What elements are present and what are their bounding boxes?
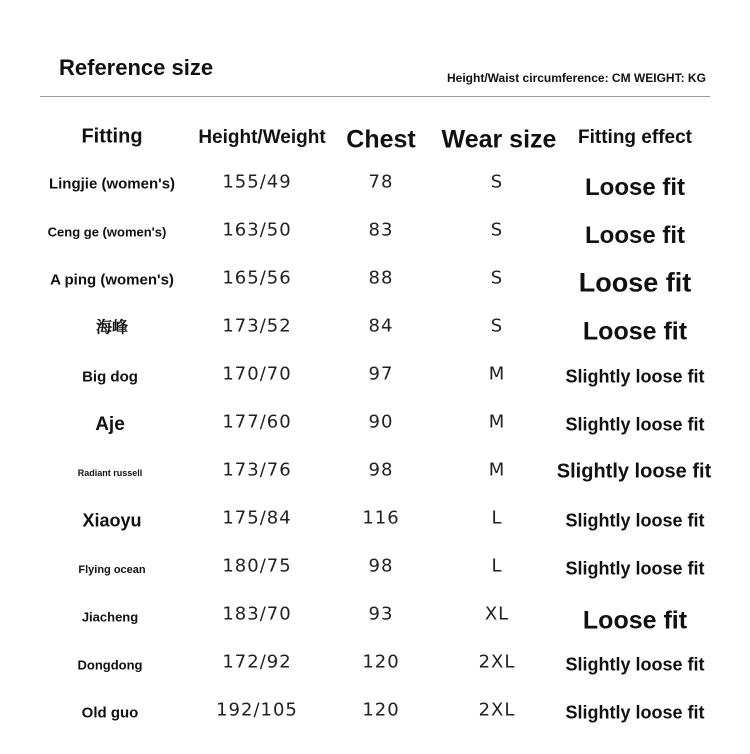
row-chest: 97 (368, 363, 394, 385)
row-effect: Loose fit (585, 174, 685, 201)
page-title: Reference size (59, 55, 214, 80)
row-chest: 93 (368, 603, 394, 625)
row-height-weight: 180/75 (222, 555, 292, 577)
row-size: S (490, 267, 504, 289)
row-size: S (490, 315, 504, 337)
row-chest: 98 (368, 555, 394, 577)
row-size: S (490, 219, 504, 241)
row-height-weight: 192/105 (216, 699, 298, 721)
row-name: Dongdong (77, 657, 143, 673)
row-chest: 98 (368, 459, 394, 481)
row-name: Ceng ge (women's) (47, 224, 167, 240)
header-fitting-effect: Fitting effect (578, 127, 692, 148)
row-size: 2XL (478, 651, 516, 673)
row-size: M (488, 459, 506, 481)
row-chest: 120 (362, 651, 400, 673)
row-name: Jiacheng (81, 609, 139, 625)
row-effect: Loose fit (578, 267, 692, 298)
row-name: Big dog (82, 368, 138, 386)
row-effect: Loose fit (582, 317, 688, 346)
row-chest: 83 (368, 219, 394, 241)
row-size: L (491, 555, 503, 577)
row-name: 海峰 (95, 317, 129, 337)
header-fitting: Fitting (81, 125, 143, 148)
row-name: Aje (95, 414, 125, 435)
row-chest: 120 (362, 699, 400, 721)
header-height-weight: Height/Weight (198, 127, 326, 148)
row-size: XL (484, 603, 510, 625)
row-height-weight: 165/56 (222, 267, 292, 289)
row-effect: Slightly loose fit (565, 702, 705, 723)
row-size: M (488, 363, 506, 385)
row-effect: Slightly loose fit (556, 460, 712, 483)
row-chest: 84 (368, 315, 394, 337)
row-name: Flying ocean (78, 564, 146, 576)
row-effect: Slightly loose fit (565, 558, 705, 579)
row-height-weight: 172/92 (222, 651, 292, 673)
row-height-weight: 163/50 (222, 219, 292, 241)
row-name: A ping (women's) (50, 271, 174, 289)
row-height-weight: 155/49 (222, 171, 292, 193)
row-size: S (490, 171, 504, 193)
row-height-weight: 173/52 (222, 315, 292, 337)
row-chest: 78 (368, 171, 394, 193)
row-name: Old guo (81, 704, 139, 722)
row-chest: 90 (368, 411, 394, 433)
row-name: Lingjie (women's) (48, 175, 176, 193)
row-height-weight: 170/70 (222, 363, 292, 385)
row-chest: 88 (368, 267, 394, 289)
row-height-weight: 177/60 (222, 411, 292, 433)
row-name: Xiaoyu (82, 510, 142, 531)
row-name: Radiant russell (77, 468, 143, 478)
row-effect: Loose fit (582, 606, 688, 635)
row-height-weight: 173/76 (222, 459, 292, 481)
row-effect: Slightly loose fit (565, 366, 705, 387)
row-size: M (488, 411, 506, 433)
row-height-weight: 183/70 (222, 603, 292, 625)
unit-note: Height/Waist circumference: CM WEIGHT: KG (447, 71, 706, 85)
header-chest: Chest (346, 125, 416, 154)
row-height-weight: 175/84 (222, 507, 292, 529)
row-effect: Slightly loose fit (565, 654, 705, 675)
row-effect: Loose fit (585, 222, 685, 249)
header-divider (40, 96, 710, 97)
header-wear-size: Wear size (441, 125, 557, 154)
row-size: 2XL (478, 699, 516, 721)
row-effect: Slightly loose fit (565, 414, 705, 435)
row-size: L (491, 507, 503, 529)
row-chest: 116 (362, 507, 400, 529)
row-effect: Slightly loose fit (565, 510, 705, 531)
